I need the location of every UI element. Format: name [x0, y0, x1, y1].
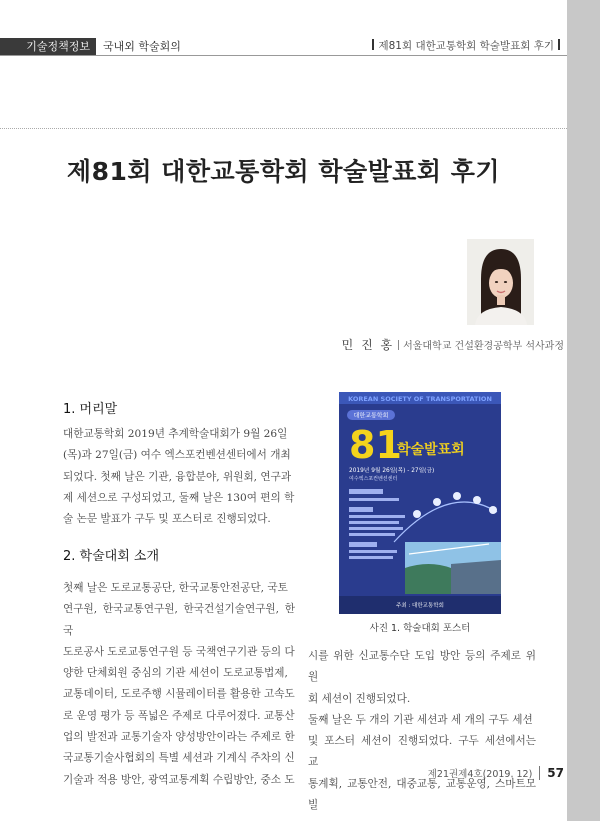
- poster-banner: KOREAN SOCIETY OF TRANSPORTATION: [348, 395, 492, 403]
- paragraph-intro: 대한교통학회 2019년 추계학술대회가 9월 26일 (목)과 27일(금) 여수 엑스포컨벤션센터에서 개최 되었다. 첫째 날은 기관, 융합분야, 위원회, 연구과 제 세션으로 구성되었고, 둘째 날은 130여 편의 학 술 논문 발표가 구두 및 포스터로 진행되었다.: [63, 428, 295, 526]
- poster-number: 81: [349, 423, 402, 467]
- issue-info: 제21권제4호(2019. 12): [427, 769, 533, 780]
- author-separator: [398, 340, 399, 350]
- figure-caption: 사진 1. 학술대회 포스터: [369, 623, 471, 634]
- page-number: 57: [547, 766, 564, 780]
- page-edge-gutter: [567, 0, 600, 821]
- running-title-text: 제81회 대한교통학회 학술발표회 후기: [378, 40, 554, 52]
- poster-host: 주최 : 대한교통학회: [396, 603, 444, 609]
- poster-venue: 여수엑스포컨벤션센터: [349, 476, 398, 482]
- paragraph-conference: 첫째 날은 도로교통공단, 한국교통안전공단, 국토 연구원, 한국교통연구원, 한국건설기술연구원, 한국 도로공사 도로교통연구원 등 국책연구기관 등의 다 양한 단체회원 중심의 기관 세션이 도로교통법제, 교통데이터, 도로주행 시뮬레이터를 활용한 고속도 로 운영 평가 등 폭넓은 주제로 다루어졌다. 교통산 업의 발전과 교통기술자 양성방안이라는 주제로 한 국교통기술사협회의 특별 세션과 기계식 주차의 신 기술과 적용 방안, 광역교통계획 수립방안, 중소 도: [63, 582, 295, 786]
- title-dotted-rule: [0, 128, 567, 129]
- paragraph-continued: 시를 위한 신교통수단 도입 방안 등의 주제로 위원 회 세션이 진행되었다. 둘째 날은 두 개의 기관 세션과 세 개의 구두 세션 및 포스터 세션이 진행되었다. 구두 세션에서는 교 통계획, 교통안전, 대중교통, 교통운영, 스마트모빌: [308, 650, 536, 812]
- category-tag: 기술정책정보: [0, 38, 96, 55]
- running-title-bar-left: [372, 39, 374, 50]
- page-footer: [428, 766, 564, 780]
- running-title: [368, 38, 564, 55]
- article-title: 제81회 대한교통학회 학술발표회 후기: [66, 157, 501, 186]
- section-label: 국내외 학술회의: [103, 40, 181, 53]
- author-photo: [467, 239, 534, 325]
- conference-poster: [339, 392, 501, 614]
- running-title-bar-right: [558, 39, 560, 50]
- header-rule: [0, 55, 567, 56]
- author-name: 민 진 홍: [341, 338, 395, 352]
- author-line: [342, 336, 564, 353]
- poster-date: 2019년 9월 26일(목) - 27일(금): [349, 468, 435, 474]
- footer-separator: [539, 766, 540, 780]
- section-heading-intro: 1. 머리말: [63, 402, 118, 417]
- author-affiliation: 서울대학교 건설환경공학부 석사과정: [403, 341, 564, 352]
- poster-org: 대한교통학회: [353, 412, 389, 420]
- poster-artwork: [339, 392, 501, 614]
- author-portrait-image: [467, 239, 534, 325]
- section-heading-conference: 2. 학술대회 소개: [63, 549, 160, 564]
- poster-event: 학술발표회: [397, 442, 465, 458]
